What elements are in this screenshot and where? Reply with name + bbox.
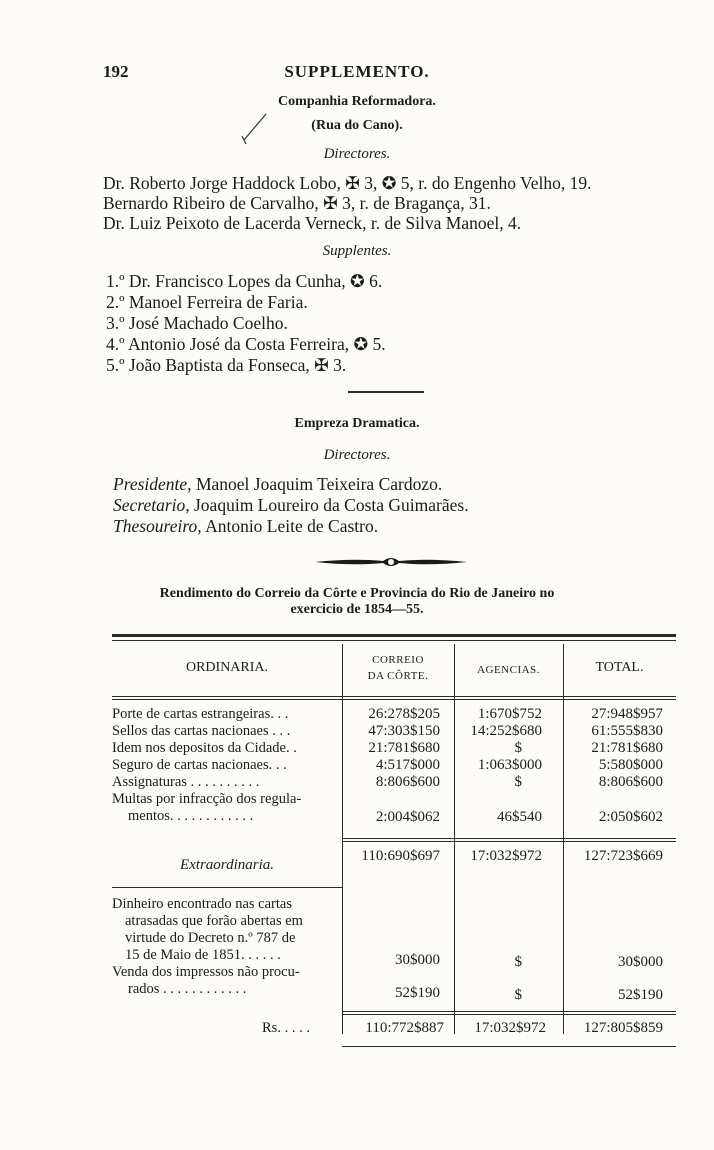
total-agencias: 17:032$972 [474, 1020, 546, 1036]
cell-agencias: 1:670$752 [477, 706, 542, 722]
row-label: Sellos das cartas nacionaes . . . [112, 723, 291, 739]
cell-agencias: $ [514, 954, 522, 970]
supplente-line: 1.º Dr. Francisco Lopes da Cunha, ✪ 6. [106, 271, 383, 291]
total-rule [342, 1011, 676, 1012]
cell-agencias: $ [514, 774, 522, 790]
header-rule [112, 696, 676, 697]
cell-total: 2:050$602 [598, 809, 663, 825]
row-label: Seguro de cartas nacionaes. . . [112, 757, 287, 773]
companhia-address: (Rua do Cano). [311, 118, 403, 133]
total-total: 127:805$859 [583, 1020, 663, 1036]
officer-role: Presidente, [113, 474, 192, 494]
header-rule [112, 699, 676, 700]
table-top-rule-thin [112, 640, 676, 641]
supplente-line: 3.º José Machado Coelho. [106, 313, 288, 333]
row-label: Dinheiro encontrado nas cartas [112, 896, 292, 912]
row-label: Assignaturas . . . . . . . . . . [112, 774, 260, 790]
col-correio-line2: DA CÔRTE. [367, 670, 429, 682]
companhia-title: Companhia Reformadora. [278, 94, 436, 109]
cell-correio: 8:806$600 [375, 774, 440, 790]
directors-heading: Directores. [323, 146, 391, 162]
supplente-line: 2.º Manoel Ferreira de Faria. [106, 292, 308, 312]
row-label-cont: mentos. . . . . . . . . . . . [128, 808, 254, 824]
row-label: Multas por infracção dos regula- [112, 791, 302, 807]
total-correio: 110:772$887 [365, 1020, 444, 1036]
row-label: Idem nos depositos da Cidade. . [112, 740, 297, 756]
cell-total: 8:806$600 [598, 774, 663, 790]
cell-agencias: 1:063$000 [477, 757, 542, 773]
table-top-rule [112, 634, 676, 637]
subtotal-rule [342, 838, 676, 839]
row-label-cont: virtude do Decreto n.º 787 de [125, 930, 296, 946]
row-label-cont: rados . . . . . . . . . . . . [128, 981, 247, 997]
cell-correio: 52$190 [395, 985, 440, 1001]
officer-name: Joaquim Loureiro da Costa Guimarães. [194, 495, 469, 515]
col-agencias: AGENCIAS. [477, 664, 540, 676]
officer-role: Secretario, [113, 495, 190, 515]
column-divider [454, 644, 455, 1034]
cell-total: 27:948$957 [591, 706, 663, 722]
column-divider [563, 644, 564, 1034]
cell-correio: 47:303$150 [368, 723, 440, 739]
column-divider [342, 644, 343, 1034]
officer-name: Antonio Leite de Castro. [205, 516, 379, 536]
cell-total: 5:580$000 [598, 757, 663, 773]
cell-total: 52$190 [618, 987, 663, 1003]
subtotal-rule [342, 841, 676, 842]
page-number: 192 [103, 62, 129, 81]
totals-label: Rs. . . . . [262, 1020, 310, 1036]
officer-line [113, 495, 469, 516]
extra-rule [112, 887, 342, 888]
officer-line [113, 474, 442, 495]
director-line: Dr. Luiz Peixoto de Lacerda Verneck, r. de Silva Manoel, 4. [103, 213, 522, 233]
subtotal-agencias: 17:032$972 [470, 848, 542, 864]
row-label-cont: atrasadas que forão abertas em [125, 913, 303, 929]
row-label: Venda dos impressos não procu- [112, 964, 300, 980]
extraordinaria-heading: Extraordinaria. [179, 857, 275, 873]
running-title: SUPPLEMENTO. [284, 62, 430, 81]
rendimento-title-line2: exercicio de 1854—55. [290, 602, 424, 617]
rendimento-title-line1: Rendimento do Correio da Côrte e Provincia do Rio de Janeiro no [159, 586, 555, 601]
supplente-line: 5.º João Baptista da Fonseca, ✠ 3. [106, 355, 347, 375]
cell-agencias: 14:252$680 [470, 723, 542, 739]
bottom-rule [342, 1046, 676, 1047]
supplente-line: 4.º Antonio José da Costa Ferreira, ✪ 5. [106, 334, 386, 354]
subtotal-total: 127:723$669 [583, 848, 663, 864]
row-label-cont: 15 de Maio de 1851. . . . . . [125, 947, 281, 963]
cell-correio: 30$000 [395, 952, 440, 968]
supplentes-heading: Supplentes. [322, 243, 392, 259]
ornament-divider [313, 554, 469, 570]
cell-correio: 21:781$680 [368, 740, 440, 756]
cell-agencias: 46$540 [497, 809, 542, 825]
cell-total: 30$000 [618, 954, 663, 970]
col-total: TOTAL. [595, 660, 644, 675]
col-ordinaria: ORDINARIA. [185, 660, 269, 675]
officer-line [113, 516, 378, 537]
pen-mark [238, 112, 270, 146]
row-label: Porte de cartas estrangeiras. . . [112, 706, 289, 722]
director-line: Bernardo Ribeiro de Carvalho, ✠ 3, r. de Bragança, 31. [103, 193, 491, 213]
cell-correio: 4:517$000 [375, 757, 440, 773]
officer-name: Manoel Joaquim Teixeira Cardozo. [195, 474, 443, 494]
cell-correio: 2:004$062 [375, 809, 440, 825]
cell-total: 61:555$830 [591, 723, 663, 739]
cell-total: 21:781$680 [591, 740, 663, 756]
cell-correio: 26:278$205 [368, 706, 440, 722]
subtotal-correio: 110:690$697 [361, 848, 440, 864]
cell-agencias: $ [514, 987, 522, 1003]
cell-agencias: $ [514, 740, 522, 756]
section-divider [348, 391, 424, 393]
director-line: Dr. Roberto Jorge Haddock Lobo, ✠ 3, ✪ 5, r. do Engenho Velho, 19. [103, 173, 592, 193]
empreza-title: Empreza Dramatica. [294, 416, 420, 431]
col-correio-line1: CORREIO [372, 654, 424, 666]
officer-role: Thesoureiro, [113, 516, 202, 536]
empreza-directors-heading: Directores. [323, 447, 391, 463]
total-rule [342, 1014, 676, 1015]
